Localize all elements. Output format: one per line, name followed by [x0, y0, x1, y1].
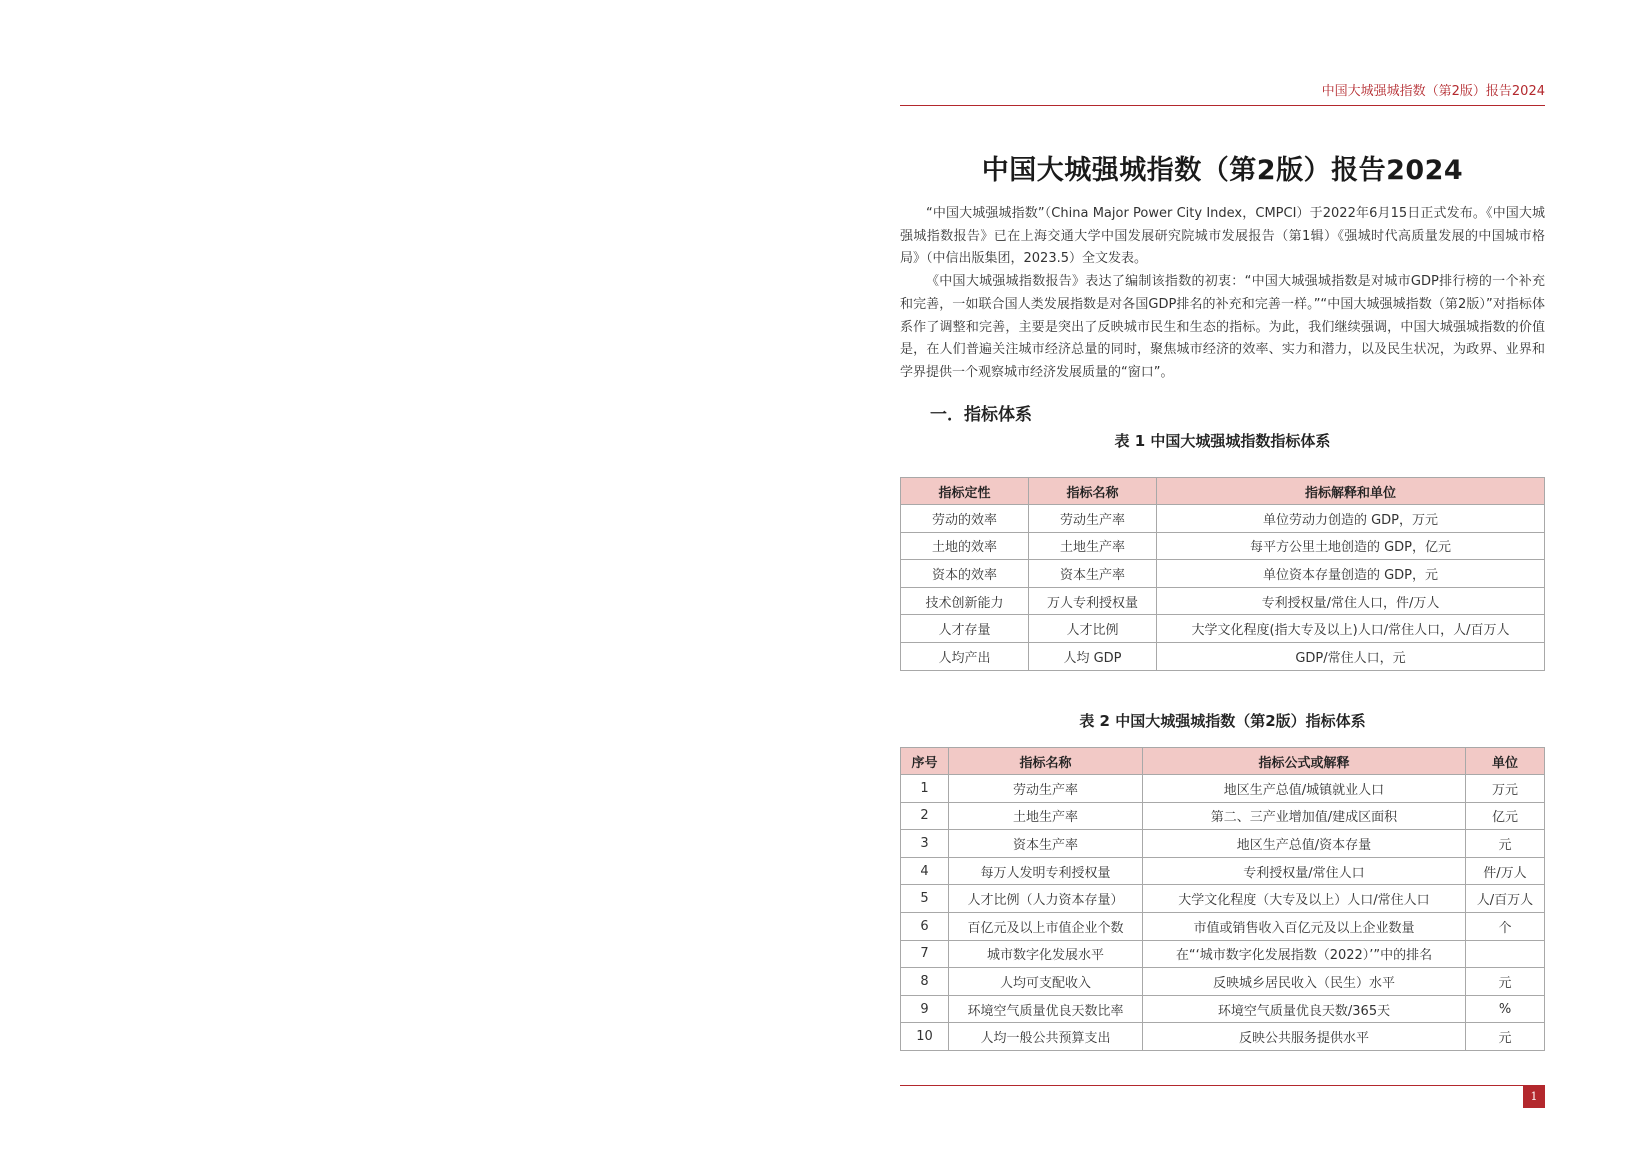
table-row — [901, 1023, 1545, 1051]
paragraph-2: 《中国大城强城指数报告》表达了编制该指数的初衷：“中国大城强城指数是对城市GDP排行榜的一个补充和完善，一如联合国人类发展指数是对各国GDP排名的补充和完善一样。”“中国大城强城指数（第2版）”对指标体系作了调整和完善，主要是突出了反映城市民生和生态的指标。为此，我们继续强调，中国大城强城指数的价值是，在人们普遍关注城市经济总量的同时，聚焦城市经济的效率、实力和潜力，以及民生状况，为政界、业界和学界提供一个观察城市经济发展质量的“窗口”。 — [900, 274, 1545, 380]
table-cell: 1 — [901, 775, 949, 803]
table2 — [900, 747, 1545, 1051]
table-cell: 劳动生产率 — [949, 775, 1143, 803]
table-cell: 元 — [1466, 1023, 1545, 1051]
table-cell: 每平方公里土地创造的 GDP，亿元 — [1157, 532, 1545, 560]
table-cell: 第二、三产业增加值/建成区面积 — [1143, 802, 1466, 830]
header-divider — [900, 105, 1545, 106]
table-cell: 反映城乡居民收入（民生）水平 — [1143, 968, 1466, 996]
table1 — [900, 477, 1545, 671]
table-cell: 土地生产率 — [949, 802, 1143, 830]
table2-caption: 表 2 中国大城强城指数（第2版）指标体系 — [1079, 712, 1366, 730]
table-cell: 2 — [901, 802, 949, 830]
table2-header-cell: 单位 — [1466, 748, 1545, 775]
table-row — [901, 775, 1545, 803]
table-cell: 环境空气质量优良天数/365天 — [1143, 995, 1466, 1023]
table-cell: 人均一般公共预算支出 — [949, 1023, 1143, 1051]
table-cell: 资本生产率 — [949, 830, 1143, 858]
table-cell: 在“‘城市数字化发展指数（2022）’”中的排名 — [1143, 940, 1466, 968]
table-cell: 人才存量 — [901, 615, 1029, 643]
table2-header-cell: 指标公式或解释 — [1143, 748, 1466, 775]
table-cell: 万元 — [1466, 775, 1545, 803]
table-cell: 人/百万人 — [1466, 885, 1545, 913]
table1-header-row — [901, 478, 1545, 505]
document-title: 中国大城强城指数（第2版）报告2024 — [981, 155, 1464, 186]
table-row — [901, 615, 1545, 643]
table-cell: 劳动的效率 — [901, 505, 1029, 533]
table-cell: 亿元 — [1466, 802, 1545, 830]
table-row — [901, 642, 1545, 670]
table-row — [901, 802, 1545, 830]
table-cell — [1466, 940, 1545, 968]
table-cell: 反映公共服务提供水平 — [1143, 1023, 1466, 1051]
table1-header-cell: 指标解释和单位 — [1157, 478, 1545, 505]
table-row — [901, 532, 1545, 560]
paragraph-1: “中国大城强城指数”（China Major Power City Index，CMPCI）于2022年6月15日正式发布。《中国大城强城指数报告》已在上海交通大学中国发展研究院城市发展报告（第1辑）《强城时代高质量发展的中国城市格局》（中信出版集团，2023.5）全文发表。 — [900, 206, 1545, 267]
table-cell: 人均产出 — [901, 642, 1029, 670]
table1-header-cell: 指标定性 — [901, 478, 1029, 505]
table-cell: 人均可支配收入 — [949, 968, 1143, 996]
table-cell: 10 — [901, 1023, 949, 1051]
table-cell: 7 — [901, 940, 949, 968]
table-cell: % — [1466, 995, 1545, 1023]
running-header: 中国大城强城指数（第2版）报告2024 — [1321, 84, 1545, 99]
table-row — [901, 995, 1545, 1023]
table-row — [901, 968, 1545, 996]
table2-header-cell: 指标名称 — [949, 748, 1143, 775]
table1-header-cell: 指标名称 — [1029, 478, 1157, 505]
table-row — [901, 830, 1545, 858]
intro-text — [900, 203, 1545, 385]
table-cell: 资本的效率 — [901, 560, 1029, 588]
table-cell: 百亿元及以上市值企业个数 — [949, 912, 1143, 940]
footer-divider — [900, 1085, 1545, 1086]
table2-header-cell: 序号 — [901, 748, 949, 775]
table-cell: 5 — [901, 885, 949, 913]
table-cell: 土地的效率 — [901, 532, 1029, 560]
table2-header-row — [901, 748, 1545, 775]
table-row — [901, 885, 1545, 913]
table-cell: 个 — [1466, 912, 1545, 940]
table-cell: 大学文化程度(指大专及以上)人口/常住人口，人/百万人 — [1157, 615, 1545, 643]
table-cell: GDP/常住人口，元 — [1157, 642, 1545, 670]
table-cell: 人才比例（人力资本存量） — [949, 885, 1143, 913]
table-cell: 市值或销售收入百亿元及以上企业数量 — [1143, 912, 1466, 940]
section-heading: 一．指标体系 — [930, 405, 1032, 425]
table-cell: 万人专利授权量 — [1029, 587, 1157, 615]
table-row — [901, 857, 1545, 885]
table-cell: 大学文化程度（大专及以上）人口/常住人口 — [1143, 885, 1466, 913]
table-cell: 土地生产率 — [1029, 532, 1157, 560]
table-cell: 每万人发明专利授权量 — [949, 857, 1143, 885]
table-cell: 劳动生产率 — [1029, 505, 1157, 533]
table-row — [901, 587, 1545, 615]
report-page — [900, 0, 1545, 1160]
table-cell: 单位资本存量创造的 GDP，元 — [1157, 560, 1545, 588]
table-cell: 环境空气质量优良天数比率 — [949, 995, 1143, 1023]
table-cell: 地区生产总值/城镇就业人口 — [1143, 775, 1466, 803]
table-cell: 单位劳动力创造的 GDP，万元 — [1157, 505, 1545, 533]
table-cell: 6 — [901, 912, 949, 940]
table-cell: 元 — [1466, 830, 1545, 858]
table-cell: 9 — [901, 995, 949, 1023]
table-row — [901, 940, 1545, 968]
table-cell: 地区生产总值/资本存量 — [1143, 830, 1466, 858]
table-cell: 城市数字化发展水平 — [949, 940, 1143, 968]
page-number-badge: 1 — [1523, 1086, 1545, 1108]
table1-caption: 表 1 中国大城强城指数指标体系 — [1114, 432, 1331, 450]
table-cell: 资本生产率 — [1029, 560, 1157, 588]
table-cell: 4 — [901, 857, 949, 885]
table-row — [901, 912, 1545, 940]
table-cell: 专利授权量/常住人口，件/万人 — [1157, 587, 1545, 615]
table-cell: 技术创新能力 — [901, 587, 1029, 615]
table-cell: 8 — [901, 968, 949, 996]
table-cell: 3 — [901, 830, 949, 858]
table-row — [901, 560, 1545, 588]
table-cell: 件/万人 — [1466, 857, 1545, 885]
table-cell: 专利授权量/常住人口 — [1143, 857, 1466, 885]
table-cell: 人才比例 — [1029, 615, 1157, 643]
table-row — [901, 505, 1545, 533]
table-cell: 人均 GDP — [1029, 642, 1157, 670]
table-cell: 元 — [1466, 968, 1545, 996]
